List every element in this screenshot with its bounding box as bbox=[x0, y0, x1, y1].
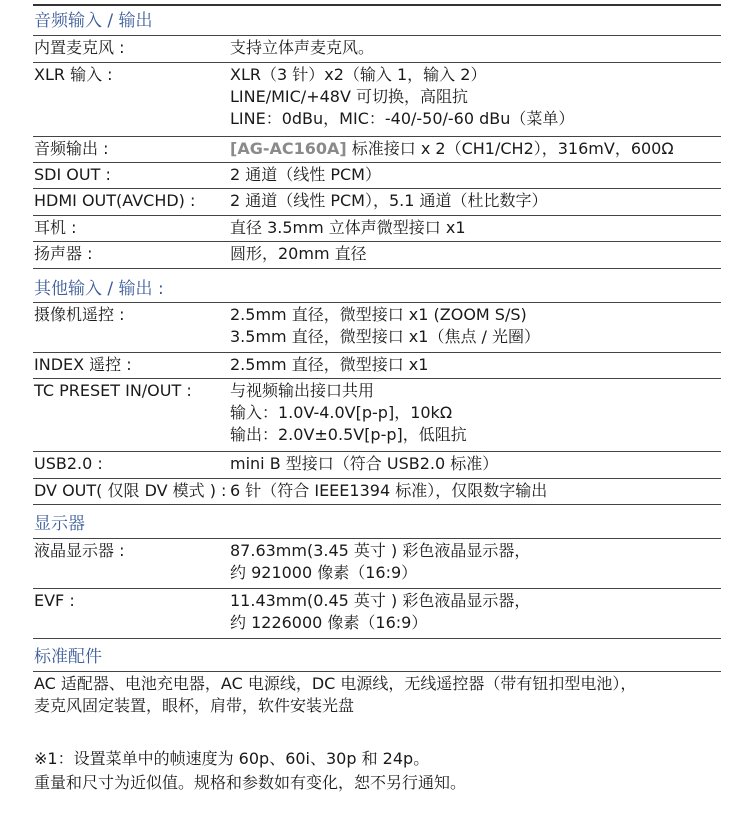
footnote: 重量和尺寸为近似值。规格和参数如有变化，恕不另行通知。 bbox=[34, 773, 467, 792]
footnotes bbox=[34, 747, 466, 795]
divider bbox=[33, 162, 721, 163]
spec-value: mini B 型接口（符合 USB2.0 标准） bbox=[230, 454, 499, 473]
spec-label: 内置麦克风 : bbox=[34, 38, 125, 57]
spec-label: SDI OUT : bbox=[34, 165, 111, 184]
spec-label: INDEX 遥控 : bbox=[34, 355, 132, 374]
spec-label: XLR 输入 : bbox=[34, 65, 113, 84]
spec-label: EVF : bbox=[34, 591, 75, 610]
spec-label: 耳机 : bbox=[34, 218, 77, 237]
divider bbox=[33, 4, 721, 6]
spec-label: 摄像机遥控 : bbox=[34, 305, 125, 324]
section-title-audio-io: 音频输入 / 输出 bbox=[34, 11, 153, 31]
divider bbox=[33, 241, 721, 242]
spec-value: XLR（3 针）x2（输入 1，输入 2） LINE/MIC/+48V 可切换，高阻抗 LINE：0dBu，MIC：-40/-50/-60 dBu（菜单） bbox=[230, 65, 575, 128]
spec-value: 支持立体声麦克风。 bbox=[230, 38, 375, 57]
accessories-list: AC 适配器、电池充电器，AC 电源线，DC 电源线，无线遥控器（带有钮扣型电池）， 麦克风固定装置，眼杯，肩带，软件安装光盘 bbox=[34, 674, 637, 715]
spec-label: TC PRESET IN/OUT : bbox=[34, 381, 192, 400]
divider bbox=[33, 35, 721, 36]
spec-label: 液晶显示器 : bbox=[34, 541, 125, 560]
divider bbox=[33, 352, 721, 353]
divider bbox=[33, 638, 721, 639]
section-title-other-io: 其他输入 / 输出 : bbox=[34, 279, 164, 299]
divider bbox=[33, 378, 721, 379]
section-title-display: 显示器 bbox=[34, 514, 85, 534]
spec-value: 2 通道（线性 PCM），5.1 通道（杜比数字） bbox=[230, 191, 548, 210]
divider bbox=[33, 671, 721, 672]
spec-value: 圆形，20mm 直径 bbox=[230, 244, 367, 263]
spec-label: HDMI OUT(AVCHD) : bbox=[34, 191, 196, 210]
footnote: ※1：设置菜单中的帧速度为 60p、60i、30p 和 24p。 bbox=[34, 749, 430, 768]
divider bbox=[33, 538, 721, 539]
divider bbox=[33, 215, 721, 216]
spec-value: [AG-AC160A] 标准接口 x 2（CH1/CH2），316mV，600Ω bbox=[230, 139, 674, 158]
spec-value: 11.43mm(0.45 英寸 ) 彩色液晶显示器， 约 1226000 像素（16:9） bbox=[230, 591, 531, 632]
divider bbox=[33, 504, 721, 505]
spec-value: 直径 3.5mm 立体声微型接口 x1 bbox=[230, 218, 466, 237]
spec-label: USB2.0 : bbox=[34, 454, 103, 473]
spec-label: 音频输出 : bbox=[34, 139, 109, 158]
spec-value: 6 针（符合 IEEE1394 标准），仅限数字输出 bbox=[230, 481, 548, 500]
divider bbox=[33, 302, 721, 303]
spec-value: 2.5mm 直径，微型接口 x1 (ZOOM S/S) 3.5mm 直径，微型接口 x1（焦点 / 光圈） bbox=[230, 305, 541, 346]
spec-value: 87.63mm(3.45 英寸 ) 彩色液晶显示器， 约 921000 像素（16:9） bbox=[230, 541, 531, 582]
divider bbox=[33, 588, 721, 589]
spec-value: 与视频输出接口共用 输入：1.0V-4.0V[p-p]，10kΩ 输出：2.0V±0.5V[p-p]，低阻抗 bbox=[230, 381, 467, 444]
section-title-accessories: 标准配件 bbox=[34, 647, 102, 667]
divider bbox=[33, 478, 721, 479]
spec-value: 2 通道（线性 PCM） bbox=[230, 165, 381, 184]
model-tag: [AG-AC160A] bbox=[230, 139, 347, 158]
divider bbox=[33, 136, 721, 137]
divider bbox=[33, 188, 721, 189]
spec-value: 2.5mm 直径，微型接口 x1 bbox=[230, 355, 429, 374]
divider bbox=[33, 62, 721, 63]
spec-label: DV OUT( 仅限 DV 模式 ) : bbox=[34, 481, 227, 500]
divider bbox=[33, 268, 721, 269]
divider bbox=[33, 451, 721, 452]
spec-label: 扬声器 : bbox=[34, 244, 93, 263]
